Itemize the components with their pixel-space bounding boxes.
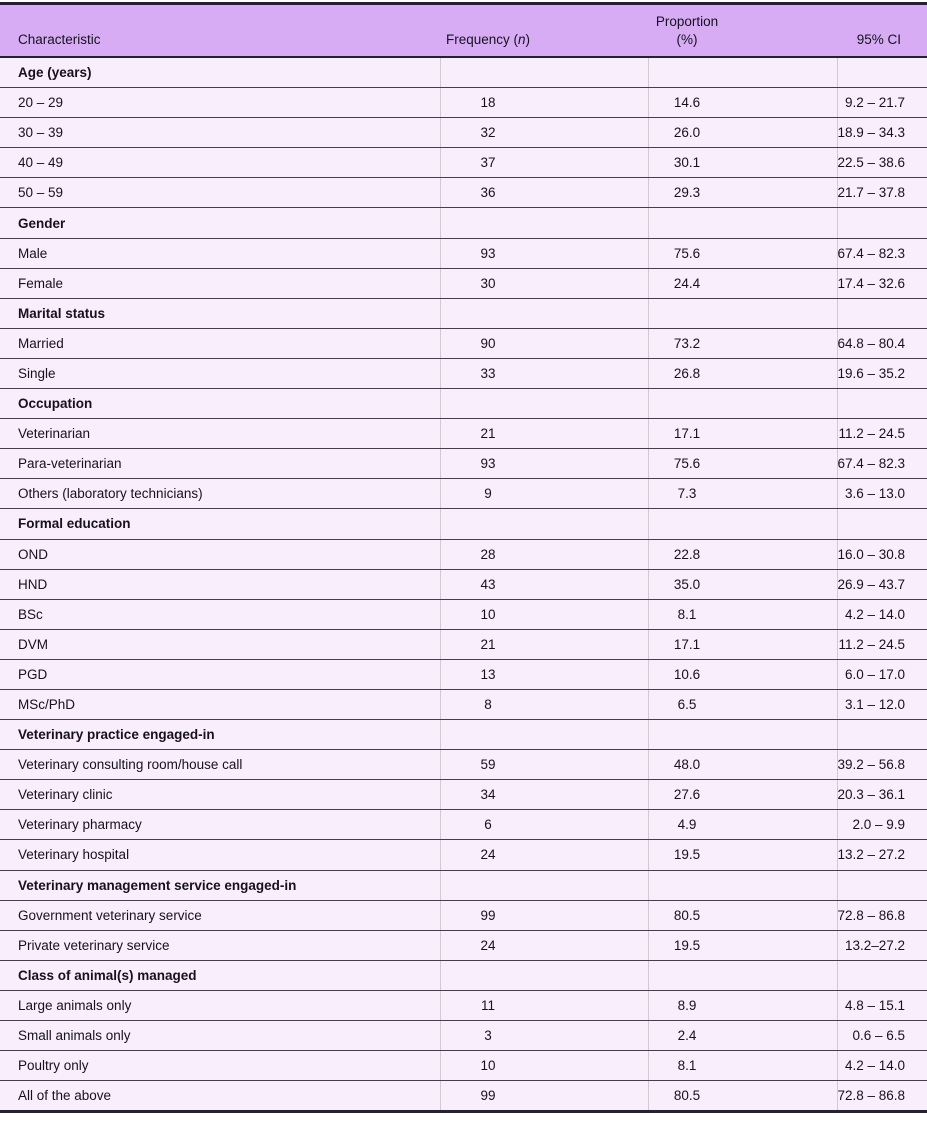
table-row — [0, 810, 927, 840]
table-body — [0, 57, 927, 1112]
characteristic-cell: Female — [0, 268, 440, 298]
ci-cell: 4.2 – 14.0 — [837, 599, 927, 629]
section-empty-frequency-cell — [440, 298, 648, 328]
proportion-cell: 17.1 — [648, 419, 837, 449]
section-empty-frequency-cell — [440, 389, 648, 419]
proportion-cell: 19.5 — [648, 840, 837, 870]
table-row — [0, 178, 927, 208]
characteristic-cell: Private veterinary service — [0, 930, 440, 960]
ci-cell: 20.3 – 36.1 — [837, 780, 927, 810]
table-row — [0, 569, 927, 599]
proportion-cell: 4.9 — [648, 810, 837, 840]
ci-cell: 18.9 – 34.3 — [837, 118, 927, 148]
proportion-cell: 8.1 — [648, 1051, 837, 1081]
frequency-cell: 9 — [440, 479, 648, 509]
frequency-cell: 28 — [440, 539, 648, 569]
characteristic-cell: 30 – 39 — [0, 118, 440, 148]
characteristic-cell: HND — [0, 569, 440, 599]
frequency-cell: 37 — [440, 148, 648, 178]
section-empty-ci-cell — [837, 298, 927, 328]
characteristic-cell: 50 – 59 — [0, 178, 440, 208]
table-row — [0, 599, 927, 629]
proportion-cell: 7.3 — [648, 479, 837, 509]
proportion-cell: 80.5 — [648, 1081, 837, 1112]
section-empty-proportion-cell — [648, 960, 837, 990]
section-title: Occupation — [0, 389, 440, 419]
proportion-cell: 80.5 — [648, 900, 837, 930]
characteristic-cell: Others (laboratory technicians) — [0, 479, 440, 509]
ci-cell: 11.2 – 24.5 — [837, 419, 927, 449]
frequency-cell: 24 — [440, 930, 648, 960]
characteristic-cell: Veterinary pharmacy — [0, 810, 440, 840]
frequency-cell: 90 — [440, 328, 648, 358]
ci-cell: 2.0 – 9.9 — [837, 810, 927, 840]
table-row — [0, 1051, 927, 1081]
section-title: Formal education — [0, 509, 440, 539]
section-header-row — [0, 960, 927, 990]
section-empty-proportion-cell — [648, 389, 837, 419]
frequency-cell: 3 — [440, 1021, 648, 1051]
characteristic-cell: BSc — [0, 599, 440, 629]
section-empty-frequency-cell — [440, 509, 648, 539]
proportion-cell: 24.4 — [648, 268, 837, 298]
column-header-95ci: 95% CI — [837, 4, 927, 58]
proportion-cell: 48.0 — [648, 750, 837, 780]
column-header-frequency — [440, 4, 648, 58]
table-row — [0, 840, 927, 870]
section-title: Gender — [0, 208, 440, 238]
frequency-cell: 93 — [440, 238, 648, 268]
frequency-cell: 11 — [440, 990, 648, 1020]
section-empty-proportion-cell — [648, 298, 837, 328]
column-header-proportion — [648, 4, 837, 58]
proportion-cell: 26.8 — [648, 358, 837, 388]
section-empty-ci-cell — [837, 208, 927, 238]
section-empty-ci-cell — [837, 720, 927, 750]
table-row — [0, 238, 927, 268]
frequency-cell: 32 — [440, 118, 648, 148]
ci-cell: 72.8 – 86.8 — [837, 1081, 927, 1112]
table-row — [0, 689, 927, 719]
proportion-cell: 75.6 — [648, 238, 837, 268]
characteristic-cell: MSc/PhD — [0, 689, 440, 719]
section-empty-proportion-cell — [648, 57, 837, 88]
characteristic-cell: All of the above — [0, 1081, 440, 1112]
frequency-cell: 43 — [440, 569, 648, 599]
table-row — [0, 358, 927, 388]
proportion-cell: 27.6 — [648, 780, 837, 810]
section-empty-ci-cell — [837, 57, 927, 88]
ci-cell: 72.8 – 86.8 — [837, 900, 927, 930]
section-title: Veterinary practice engaged-in — [0, 720, 440, 750]
frequency-n-symbol: n — [518, 31, 526, 47]
table-row — [0, 930, 927, 960]
proportion-cell: 26.0 — [648, 118, 837, 148]
characteristic-cell: Married — [0, 328, 440, 358]
characteristic-cell: Small animals only — [0, 1021, 440, 1051]
table-row — [0, 88, 927, 118]
frequency-cell: 21 — [440, 419, 648, 449]
frequency-cell: 6 — [440, 810, 648, 840]
section-header-row — [0, 870, 927, 900]
section-empty-frequency-cell — [440, 208, 648, 238]
proportion-cell: 6.5 — [648, 689, 837, 719]
ci-cell: 26.9 – 43.7 — [837, 569, 927, 599]
section-header-row — [0, 298, 927, 328]
frequency-cell: 99 — [440, 900, 648, 930]
table-row — [0, 479, 927, 509]
proportion-cell: 19.5 — [648, 930, 837, 960]
proportion-cell: 29.3 — [648, 178, 837, 208]
characteristic-cell: Veterinary clinic — [0, 780, 440, 810]
section-empty-ci-cell — [837, 870, 927, 900]
characteristic-cell: OND — [0, 539, 440, 569]
table-row — [0, 419, 927, 449]
table-header-row — [0, 4, 927, 58]
ci-cell: 3.6 – 13.0 — [837, 479, 927, 509]
frequency-cell: 18 — [440, 88, 648, 118]
proportion-cell: 22.8 — [648, 539, 837, 569]
section-empty-proportion-cell — [648, 208, 837, 238]
table-row — [0, 148, 927, 178]
frequency-cell: 10 — [440, 599, 648, 629]
frequency-cell: 33 — [440, 358, 648, 388]
characteristic-cell: 20 – 29 — [0, 88, 440, 118]
frequency-cell: 36 — [440, 178, 648, 208]
characteristic-cell: DVM — [0, 629, 440, 659]
ci-cell: 16.0 – 30.8 — [837, 539, 927, 569]
ci-cell: 11.2 – 24.5 — [837, 629, 927, 659]
characteristic-cell: Veterinarian — [0, 419, 440, 449]
table-row — [0, 268, 927, 298]
ci-cell: 6.0 – 17.0 — [837, 659, 927, 689]
section-header-row — [0, 389, 927, 419]
ci-cell: 67.4 – 82.3 — [837, 238, 927, 268]
table-row — [0, 629, 927, 659]
characteristic-cell: Male — [0, 238, 440, 268]
ci-cell: 3.1 – 12.0 — [837, 689, 927, 719]
ci-cell: 22.5 – 38.6 — [837, 148, 927, 178]
table-row — [0, 328, 927, 358]
section-empty-frequency-cell — [440, 960, 648, 990]
section-title: Class of animal(s) managed — [0, 960, 440, 990]
ci-cell: 9.2 – 21.7 — [837, 88, 927, 118]
characteristic-cell: Veterinary hospital — [0, 840, 440, 870]
section-header-row — [0, 208, 927, 238]
demographics-table — [0, 2, 927, 1113]
ci-cell: 17.4 – 32.6 — [837, 268, 927, 298]
frequency-cell: 13 — [440, 659, 648, 689]
section-empty-frequency-cell — [440, 870, 648, 900]
section-title: Age (years) — [0, 57, 440, 88]
table-row — [0, 1021, 927, 1051]
section-header-row — [0, 57, 927, 88]
ci-cell: 64.8 – 80.4 — [837, 328, 927, 358]
section-empty-frequency-cell — [440, 720, 648, 750]
frequency-label-text: Frequency ( — [445, 31, 518, 47]
frequency-cell: 21 — [440, 629, 648, 659]
section-header-row — [0, 509, 927, 539]
ci-cell: 4.8 – 15.1 — [837, 990, 927, 1020]
frequency-cell: 10 — [440, 1051, 648, 1081]
table-row — [0, 449, 927, 479]
section-empty-frequency-cell — [440, 57, 648, 88]
table-row — [0, 750, 927, 780]
proportion-cell: 30.1 — [648, 148, 837, 178]
characteristic-cell: Large animals only — [0, 990, 440, 1020]
proportion-cell: 75.6 — [648, 449, 837, 479]
characteristic-cell: Government veterinary service — [0, 900, 440, 930]
proportion-cell: 17.1 — [648, 629, 837, 659]
table-row — [0, 990, 927, 1020]
table-row — [0, 118, 927, 148]
section-empty-proportion-cell — [648, 870, 837, 900]
frequency-cell: 93 — [440, 449, 648, 479]
section-empty-proportion-cell — [648, 720, 837, 750]
frequency-cell: 8 — [440, 689, 648, 719]
characteristic-cell: Veterinary consulting room/house call — [0, 750, 440, 780]
frequency-cell: 24 — [440, 840, 648, 870]
section-header-row — [0, 720, 927, 750]
frequency-cell: 30 — [440, 268, 648, 298]
table-row — [0, 1081, 927, 1112]
ci-cell: 13.2 – 27.2 — [837, 840, 927, 870]
proportion-cell: 10.6 — [648, 659, 837, 689]
characteristic-cell: 40 – 49 — [0, 148, 440, 178]
table-row — [0, 539, 927, 569]
proportion-cell: 73.2 — [648, 328, 837, 358]
proportion-cell: 2.4 — [648, 1021, 837, 1051]
ci-cell: 4.2 – 14.0 — [837, 1051, 927, 1081]
ci-cell: 39.2 – 56.8 — [837, 750, 927, 780]
proportion-cell: 35.0 — [648, 569, 837, 599]
section-empty-proportion-cell — [648, 509, 837, 539]
table-row — [0, 900, 927, 930]
frequency-cell: 34 — [440, 780, 648, 810]
table-row — [0, 659, 927, 689]
characteristic-cell: PGD — [0, 659, 440, 689]
section-empty-ci-cell — [837, 389, 927, 419]
proportion-label-line2: (%) — [676, 31, 698, 47]
ci-cell: 0.6 – 6.5 — [837, 1021, 927, 1051]
section-empty-ci-cell — [837, 509, 927, 539]
proportion-cell: 8.1 — [648, 599, 837, 629]
ci-cell: 21.7 – 37.8 — [837, 178, 927, 208]
ci-cell: 13.2–27.2 — [837, 930, 927, 960]
characteristic-cell: Para-veterinarian — [0, 449, 440, 479]
frequency-cell: 59 — [440, 750, 648, 780]
ci-cell: 67.4 – 82.3 — [837, 449, 927, 479]
section-title: Marital status — [0, 298, 440, 328]
frequency-label-close-paren: ) — [525, 31, 531, 47]
column-header-characteristic: Characteristic — [0, 4, 440, 58]
table-row — [0, 780, 927, 810]
section-title: Veterinary management service engaged-in — [0, 870, 440, 900]
section-empty-ci-cell — [837, 960, 927, 990]
characteristic-cell: Poultry only — [0, 1051, 440, 1081]
characteristic-cell: Single — [0, 358, 440, 388]
proportion-cell: 14.6 — [648, 88, 837, 118]
proportion-label-line1: Proportion — [655, 13, 719, 29]
proportion-cell: 8.9 — [648, 990, 837, 1020]
ci-cell: 19.6 – 35.2 — [837, 358, 927, 388]
frequency-cell: 99 — [440, 1081, 648, 1112]
